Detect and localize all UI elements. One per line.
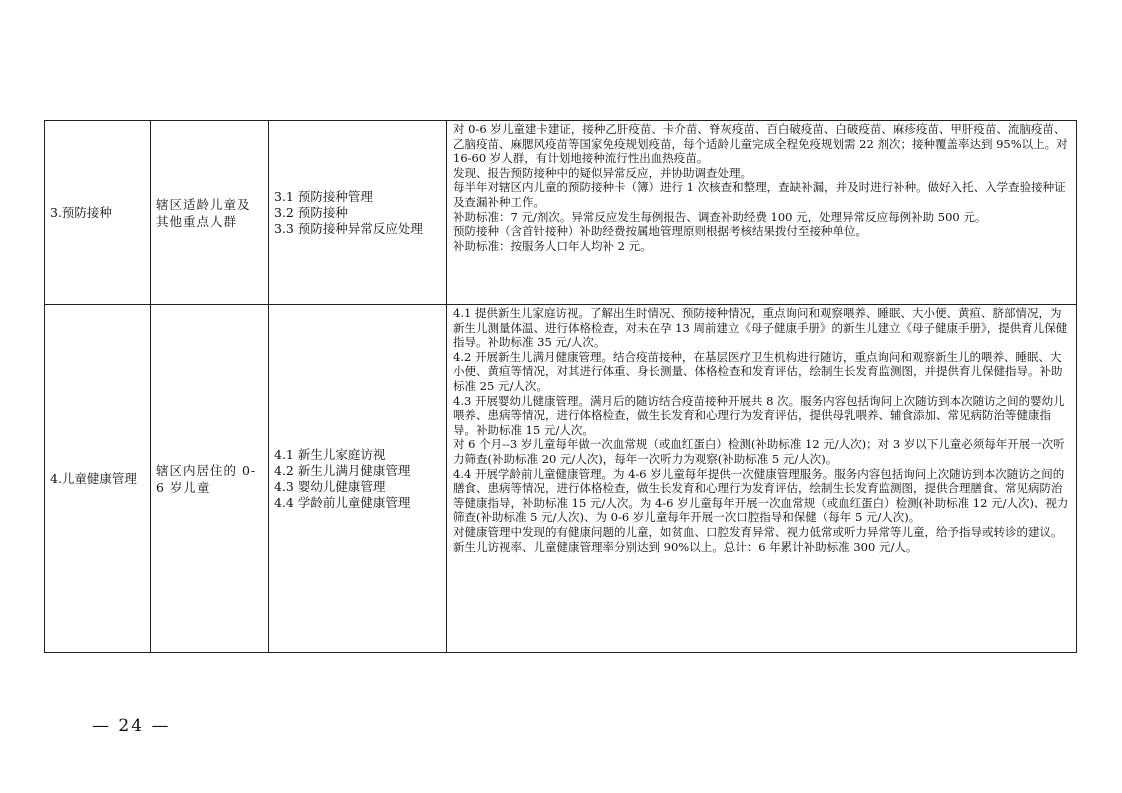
detail-paragraph: 对 6 个月--3 岁儿童每年做一次血常规（或血红蛋白）检测(补助标准 12 元/人次)；对 3 岁以下儿童必须每年开展一次听力筛查(补助标准 20 元/人次)，每年一次听力为观察(补助标准 5 元/人次)。 <box>453 437 1065 466</box>
detail-paragraph: 预防接种（含首针接种）补助经费按属地管理原则根据考核结果拨付至接种单位。 <box>453 224 867 239</box>
target-group-cell: 辖区适龄儿童及其他重点人群 <box>151 121 269 305</box>
service-items-cell <box>269 121 447 305</box>
detail-paragraph: 对健康管理中发现的有健康问题的儿童，如贫血、口腔发育异常、视力低常或听力异常等儿童，给予指导或转诊的建议。 <box>453 524 1063 539</box>
detail-paragraph: 发现、报告预防接种中的疑似异常反应，并协助调查处理。 <box>453 165 752 180</box>
detail-paragraph: 新生儿访视率、儿童健康管理率分别达到 90%以上。总计：6 年累计补助标准 300 元/人。 <box>453 539 918 554</box>
table-row-immunization <box>45 121 1077 305</box>
detail-paragraph: 补助标准：7 元/剂次。异常反应发生每例报告、调查补助经费 100 元，处理异常反应每例补助 500 元。 <box>453 209 987 224</box>
detail-paragraph: 补助标准：按服务人口年人均补 2 元。 <box>453 238 652 253</box>
service-item: 4.3 婴幼儿健康管理 <box>274 478 386 494</box>
table-row-child-health <box>45 305 1077 653</box>
target-group-cell: 辖区内居住的 0-6 岁儿童 <box>151 305 269 653</box>
detail-paragraph: 4.1 提供新生儿家庭访视。了解出生时情况、预防接种情况，重点询问和观察喂养、睡眠、大小便、黄疸、脐部情况，为新生儿测量体温、进行体格检查，对未在孕 13 周前建立《母子健康手册》的新生儿建立《母子健康手册》，提供育儿保健指导。补助标准 35 元/人次。 <box>453 306 1068 350</box>
service-item: 3.3 预防接种异常反应处理 <box>274 220 423 236</box>
service-item: 4.4 学龄前儿童健康管理 <box>274 494 411 510</box>
detail-paragraph: 4.2 开展新生儿满月健康管理。结合疫苗接种，在基层医疗卫生机构进行随访，重点询问和观察新生儿的喂养、睡眠、大小便、黄疸等情况，对其进行体重、身长测量、体格检查和发育评估，绘制生长发育监测图，并提供育儿保健指导。补助标准 25 元/人次。 <box>453 349 1063 393</box>
service-name-cell: 3.预防接种 <box>45 121 151 305</box>
service-items-cell <box>269 305 447 653</box>
service-table <box>44 120 1077 653</box>
service-item: 4.2 新生儿满月健康管理 <box>274 462 411 478</box>
service-item: 4.1 新生儿家庭访视 <box>274 446 386 462</box>
service-name-cell: 4.儿童健康管理 <box>45 305 151 653</box>
service-detail-cell <box>447 121 1077 305</box>
service-detail-cell <box>447 305 1077 653</box>
detail-paragraph: 每半年对辖区内儿童的预防接种卡（簿）进行 1 次核查和整理，查缺补漏，并及时进行补种。做好入托、入学查验接种证及查漏补种工作。 <box>453 180 1066 209</box>
detail-paragraph: 4.4 开展学龄前儿童健康管理。为 4-6 岁儿童每年提供一次健康管理服务。服务内容包括询问上次随访到本次随访之间的膳食、患病等情况，进行体格检查，做生长发育和心理行为发育评估，绘制生长发育监测图，提供合理膳食、常见病防治等健康指导，补助标准 15 元/人次。为 4-6 岁儿童每年开展一次血常规（或血红蛋白）检测(补助标准 12 元/人次)、视力筛查(补助标准 5 元/人次)、为 0-6 岁儿童每年开展一次口腔指导和保健（每年 5 元/人次)。 <box>453 466 1069 525</box>
service-item: 3.1 预防接种管理 <box>274 188 373 204</box>
page-number: — 24 — <box>92 716 171 736</box>
detail-paragraph: 4.3 开展婴幼儿健康管理。满月后的随访结合疫苗接种开展共 8 次。服务内容包括询问上次随访到本次随访之间的婴幼儿喂养、患病等情况，进行体格检查，做生长发育和心理行为发育评估，提供母乳喂养、辅食添加、常见病防治等健康指导。补助标准 15 元/人次。 <box>453 393 1065 437</box>
service-item: 3.2 预防接种 <box>274 204 348 220</box>
detail-paragraph: 对 0-6 岁儿童建卡建证，接种乙肝疫苗、卡介苗、脊灰疫苗、百白破疫苗、白破疫苗、麻疹疫苗、甲肝疫苗、流脑疫苗、乙脑疫苗、麻腮风疫苗等国家免疫规划疫苗，每个适龄儿童完成全程免疫规划需 22 剂次；接种覆盖率达到 95%以上。对 16-60 岁人群，有计划地接种流行性出血热疫苗。 <box>453 122 1068 166</box>
